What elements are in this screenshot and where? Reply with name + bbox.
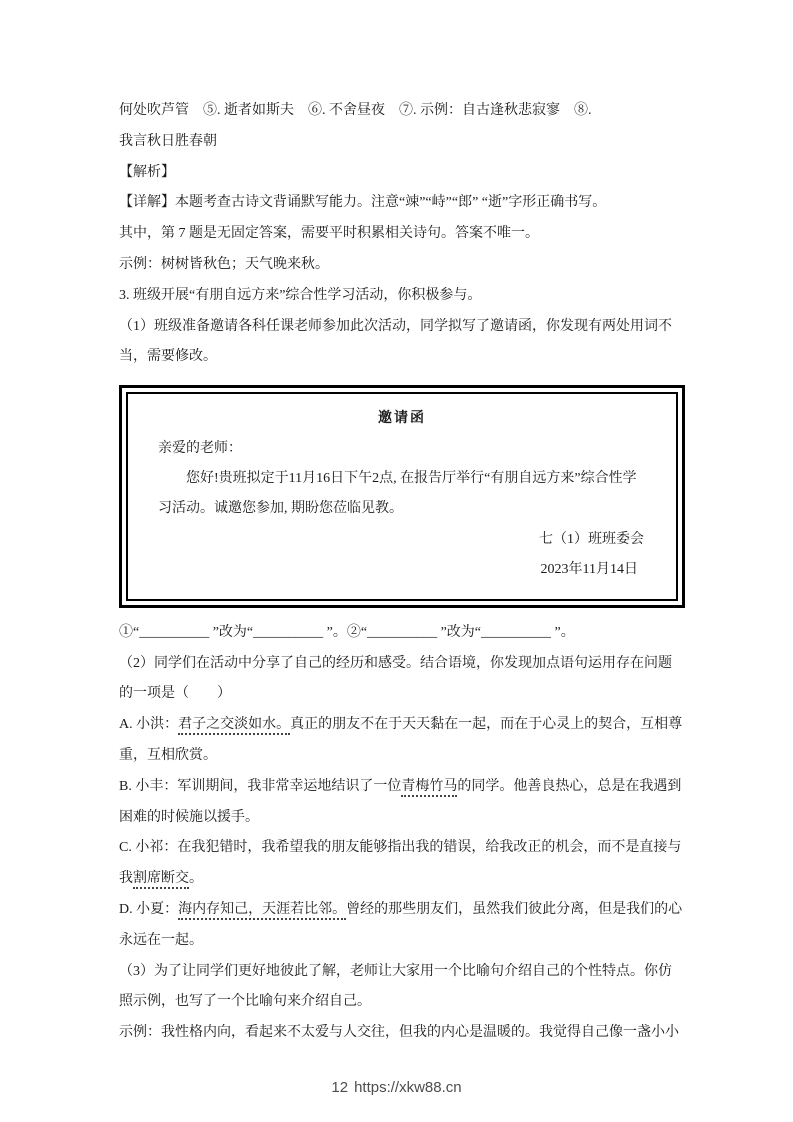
question-3-part-3: （3）为了让同学们更好地彼此了解，老师让大家用一个比喻句介绍自己的个性特点。你仿照示例，也写了一个比喻句来介绍自己。: [119, 963, 672, 1010]
invitation-salutation: 亲爱的老师：: [158, 441, 242, 457]
answers-continued-line: 何处吹芦管 ⑤. 逝者如斯夫 ⑥. 不舍昼夜 ⑦. 示例：自古逢秋悲寂寥 ⑧.: [119, 103, 592, 118]
page-number: 12: [331, 1079, 349, 1096]
invitation-letter-inner-frame: [126, 392, 678, 601]
fill-in-blanks-line: ①“__________ ”改为“__________ ”。②“__________ ”改为“__________ ”。: [119, 624, 575, 640]
invitation-letter-box: [119, 385, 685, 608]
option-a-rest: 真正的朋友不在于天天黏在一起，而在于心灵上的契合，互相尊重，互相欣赏。: [119, 717, 683, 763]
option-b-emphasized-phrase: 青梅竹马: [401, 779, 457, 797]
option-c-emphasized-phrase: 割席断交: [133, 871, 189, 889]
analysis-heading: 【解析】: [119, 164, 175, 180]
invitation-body: 您好!贵班拟定于11月16日下午2点, 在报告厅举行“有朋自远方来”综合性学习活动。诚邀您参加, 期盼您莅临见教。: [158, 471, 637, 517]
question-3-stem: 3. 班级开展“有朋自远方来”综合性学习活动，你积极参与。: [119, 287, 482, 303]
question-3-part-1: （1）班级准备邀请各科任课老师参加此次活动，同学拟写了邀请函，你发现有两处用词不当，需要修改。: [119, 318, 672, 365]
option-d-emphasized-phrase: 海内存知己，天涯若比邻。: [178, 902, 346, 920]
option-a: [119, 710, 685, 772]
footer-url: https://xkw88.cn: [354, 1079, 462, 1096]
question-3-example: 示例：我性格内向，看起来不太爱与人交往，但我的内心是温暖的。我觉得自己像一盏小小: [119, 1025, 679, 1041]
invitation-date: 2023年11月14日: [540, 561, 638, 577]
option-d: [119, 895, 685, 957]
option-a-emphasized-phrase: 君子之交淡如水。: [178, 717, 290, 735]
page-footer: [0, 1079, 793, 1096]
invitation-signature: 七（1）班班委会: [539, 531, 644, 547]
analysis-example: 示例：树树皆秋色；天气晚来秋。: [119, 256, 329, 272]
option-a-prefix: A. 小洪：: [119, 717, 179, 733]
answers-continued-line-2: 我言秋日胜春朝: [119, 133, 217, 149]
option-c: [119, 833, 685, 895]
invitation-title: 邀请函: [378, 411, 426, 427]
analysis-detail-2: 其中，第 7 题是无固定答案，需要平时积累相关诗句。答案不唯一。: [119, 226, 539, 242]
question-3-part-2: （2）同学们在活动中分享了自己的经历和感受。结合语境，你发现加点语句运用存在问题的一项是（ ）: [119, 655, 672, 702]
option-d-prefix: D. 小夏：: [119, 901, 179, 917]
analysis-detail: 【详解】本题考查古诗文背诵默写能力。注意“竦”“峙”“郎” “逝”字形正确书写。: [119, 195, 607, 211]
option-b: [119, 772, 685, 834]
option-b-rest: 的同学。他善良热心，总是在我遇到困难的时候施以援手。: [119, 778, 682, 825]
option-c-prefix: C. 小祁：在我犯错时，我希望我的朋友能够指出我的错误，给我改正的机会，而不是直接与我: [119, 840, 682, 887]
option-b-prefix: B. 小丰：军训期间，我非常幸运地结识了一位: [119, 778, 402, 794]
option-c-rest: 。: [189, 871, 203, 887]
option-d-rest: 曾经的那些朋友们，虽然我们彼此分离，但是我们的心永远在一起。: [119, 901, 683, 948]
